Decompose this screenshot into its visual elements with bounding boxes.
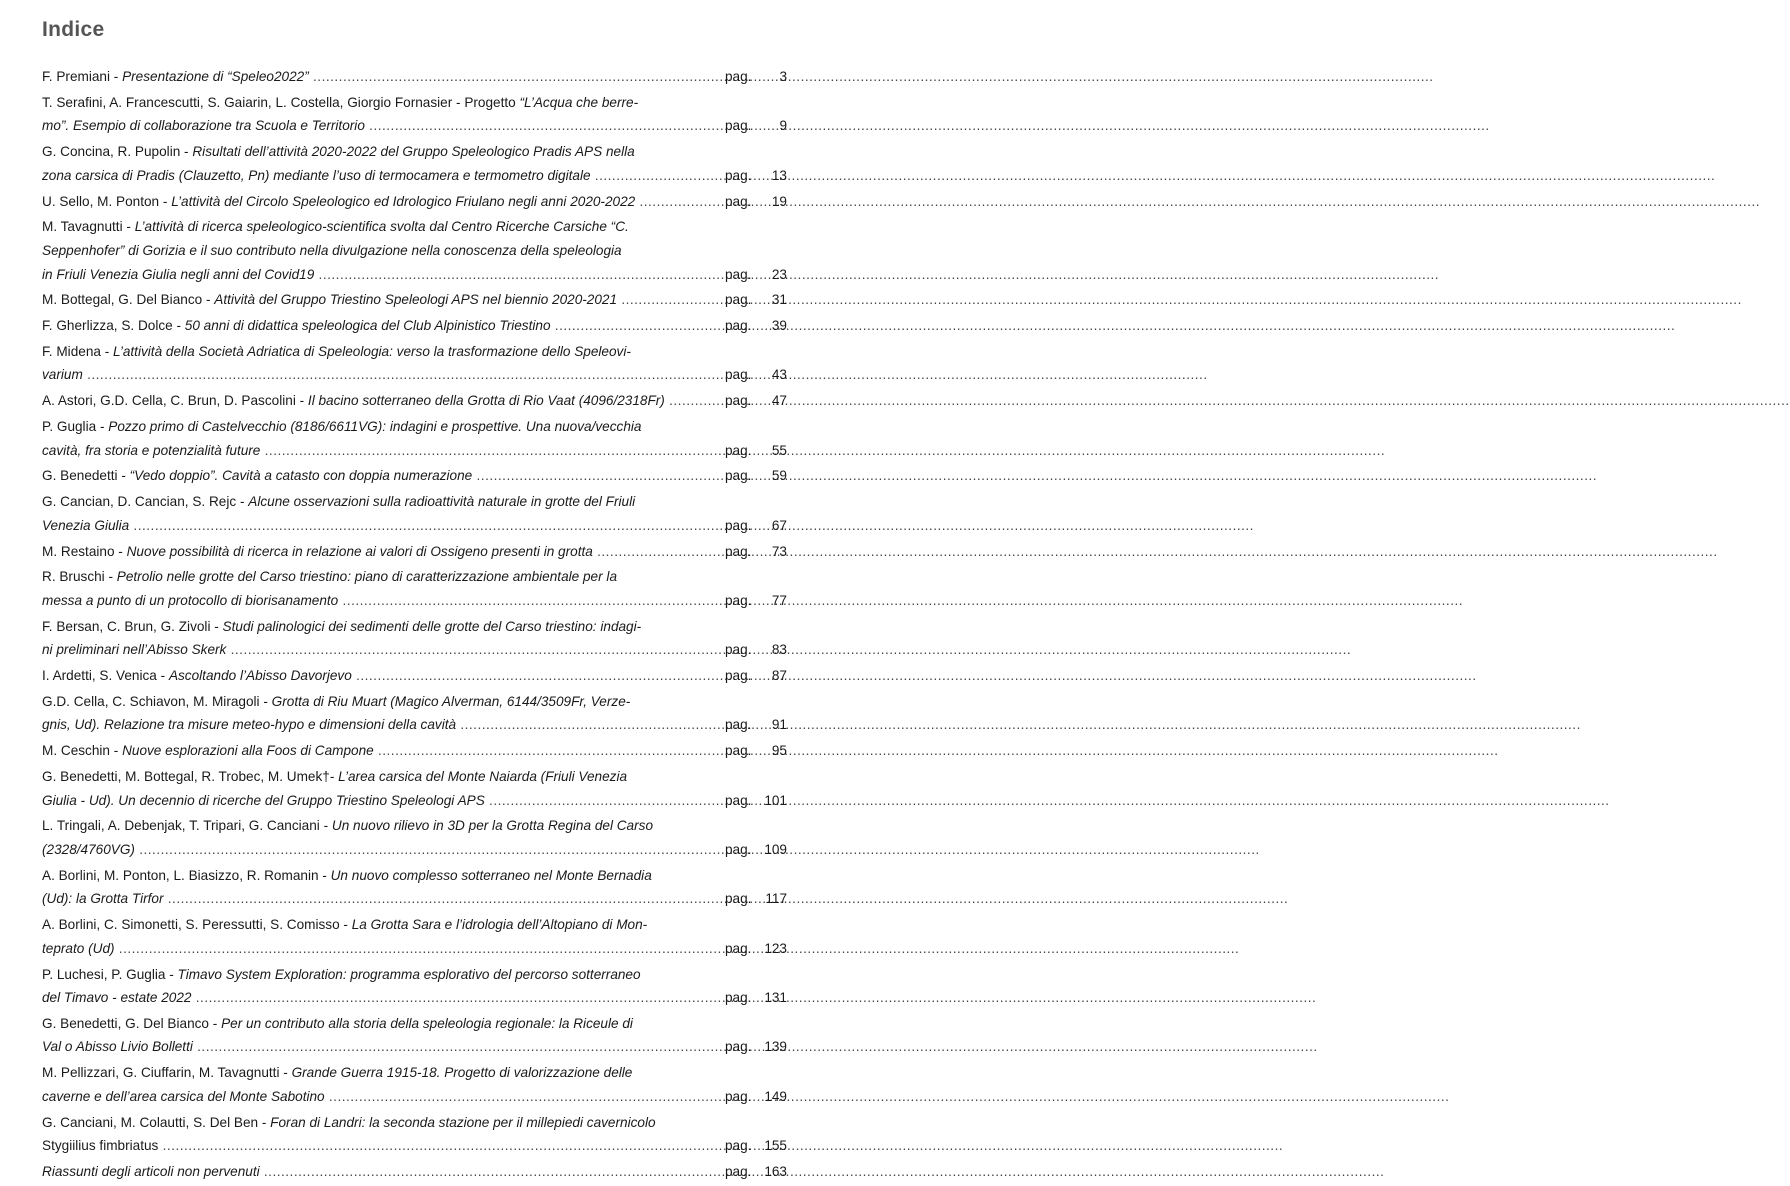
page-label: pag. [725, 167, 752, 183]
toc-entry-title-line: Grande Guerra 1915-18. Progetto di valorizzazione delle [291, 1065, 633, 1081]
page-label: pag. [725, 642, 752, 658]
toc-entry[interactable] [42, 864, 787, 911]
toc-entry-authors: F. Premiani - [42, 69, 123, 84]
toc-entry-text [42, 1111, 787, 1158]
table-of-contents [42, 65, 787, 1186]
page-number: 43 [771, 367, 787, 383]
toc-entry-title-line: Nuove possibilità di ricerca in relazione ai valori di Ossigeno presenti in grotta ..... [127, 544, 1718, 559]
page-label: pag. [725, 543, 752, 559]
toc-entry-page [725, 664, 787, 688]
toc-entry-text [42, 288, 787, 312]
page-label: pag. [725, 1138, 752, 1154]
toc-entry-page [725, 363, 787, 387]
toc-entry-title-line: Alcune osservazioni sulla radioattività naturale in grotte del Friuli [248, 494, 636, 510]
toc-entry-title-line: Il bacino sotterraneo della Grotta di Rio Vaat (4096/2318Fr) ..... [308, 393, 1790, 408]
toc-entry-page [725, 389, 787, 413]
page-label: pag. [725, 468, 752, 484]
page-label: pag. [725, 592, 752, 608]
toc-entry-title-line: in Friuli Venezia Giulia negli anni del Covid19 ..... [42, 267, 1439, 282]
page-number: 95 [771, 743, 787, 759]
toc-entry[interactable] [42, 1012, 787, 1059]
page-number: 131 [764, 990, 787, 1006]
toc-entry-text [42, 1061, 787, 1108]
page-label: pag. [725, 940, 752, 956]
toc-entry-page [725, 439, 787, 463]
toc-entry-authors: A. Astori, G.D. Cella, C. Brun, D. Pascolini - [42, 393, 308, 409]
toc-entry[interactable] [42, 314, 787, 338]
toc-entry-title-line: L’attività del Circolo Speleologico ed Idrologico Friulano negli anni 2020-2022 ..... [171, 194, 1760, 209]
toc-entry-text [42, 140, 787, 187]
page-number: 101 [764, 792, 787, 808]
toc-entry[interactable] [42, 565, 787, 612]
toc-entry-title-line: teprato (Ud) ..... [42, 941, 1239, 956]
toc-entry-text [42, 464, 787, 488]
toc-entry-title-line: Val o Abisso Livio Bolletti ..... [42, 1039, 1318, 1054]
toc-entry[interactable] [42, 190, 787, 214]
toc-entry-text [42, 190, 787, 214]
toc-entry-authors: G. Benedetti, M. Bottegal, R. Trobec, M. Umek†- [42, 769, 339, 784]
page-number: 13 [771, 167, 787, 183]
toc-entry-page [725, 114, 787, 138]
page-label: pag. [725, 393, 752, 409]
toc-entry-text [42, 963, 787, 1010]
toc-entry[interactable] [42, 1111, 787, 1158]
toc-entry-text [42, 765, 787, 812]
toc-entry-text [42, 690, 787, 737]
toc-entry-text [42, 565, 787, 612]
toc-entry-page [725, 887, 787, 911]
toc-entry-authors: P. Guglia - [42, 419, 109, 434]
toc-entry-authors: G. Benedetti, G. Del Bianco - [42, 1015, 222, 1031]
toc-entry[interactable] [42, 464, 787, 488]
toc-entry-authors: U. Sello, M. Ponton - [42, 193, 172, 209]
toc-entry-title-line: Stygiilius fimbriatus ..... [42, 1138, 1283, 1153]
page-number: 77 [771, 592, 787, 608]
toc-entry-authors: M. Pellizzari, G. Ciuffarin, M. Tavagnutti - [42, 1065, 292, 1081]
page-number: 39 [771, 318, 787, 334]
page-label: pag. [725, 990, 752, 1006]
index-title: Indice [42, 18, 105, 41]
toc-entry-page [725, 986, 787, 1010]
toc-entry-title-line: mo”. Esempio di collaborazione tra Scuola e Territorio ..... [42, 118, 1490, 133]
toc-entry[interactable] [42, 490, 787, 537]
toc-entry-title-line: (Ud): la Grotta Tirfor ..... [42, 891, 1288, 906]
page-label: pag. [725, 1088, 752, 1104]
toc-entry[interactable] [42, 814, 787, 861]
toc-entry-page [725, 164, 787, 188]
toc-entry[interactable] [42, 963, 787, 1010]
toc-entry-page [725, 190, 787, 214]
toc-entry-authors: F. Gherlizza, S. Dolce - [42, 318, 185, 334]
toc-entry-title-line: cavità, fra storia e potenzialità future ..... [42, 443, 1385, 458]
toc-entry-title-line: Studi palinologici dei sedimenti delle grotte del Carso triestino: indagi- [222, 618, 642, 634]
toc-entry[interactable] [42, 765, 787, 812]
toc-entry-authors: A. Borlini, M. Ponton, L. Biasizzo, R. Romanin - [42, 867, 331, 883]
toc-entry-authors: M. Ceschin - [42, 743, 123, 759]
toc-entry-page [725, 638, 787, 662]
toc-entry-page [725, 789, 787, 813]
toc-entry-title-line: La Grotta Sara e l’idrologia dell’Altopiano di Mon- [351, 917, 648, 933]
toc-entry-title-line: Foran di Landri: la seconda stazione per il millepiedi cavernicolo [270, 1114, 656, 1130]
toc-entry-title-line: caverne e dell’area carsica del Monte Sabotino ..... [42, 1089, 1449, 1104]
toc-entry-text [42, 864, 787, 911]
toc-entry-title-line: Riassunti degli articoli non pervenuti ..... [42, 1164, 1384, 1179]
toc-entry-authors: L. Tringali, A. Debenjak, T. Tripari, G. Canciani - [42, 818, 332, 834]
page-label: pag. [725, 891, 752, 907]
toc-entry-title-line: Un nuovo rilievo in 3D per la Grotta Regina del Carso [331, 818, 654, 834]
toc-entry-authors: G. Cancian, D. Cancian, S. Rejc - [42, 494, 249, 510]
page-number: 91 [771, 717, 787, 733]
page-number: 55 [771, 442, 787, 458]
toc-entry[interactable] [42, 664, 787, 688]
toc-entry-authors: T. Serafini, A. Francescutti, S. Gaiarin, L. Costella, Giorgio Fornasier - Progetto [42, 94, 520, 110]
page-label: pag. [725, 193, 752, 209]
toc-entry-page [725, 589, 787, 613]
toc-entry-text [42, 540, 787, 564]
page-label: pag. [725, 266, 752, 282]
toc-entry-title-line: Nuove esplorazioni alla Foos di Campone ..... [122, 743, 1498, 758]
toc-entry-text [42, 314, 787, 338]
toc-entry-page [725, 838, 787, 862]
page-number: 73 [771, 543, 787, 559]
page-number: 67 [771, 517, 787, 533]
toc-entry-text [42, 664, 787, 688]
toc-entry-title-line: Ascoltando l’Abisso Davorjevo ..... [169, 668, 1477, 683]
toc-entry-text [42, 615, 787, 662]
toc-entry-page [725, 1085, 787, 1109]
toc-entry-authors: G. Benedetti - [42, 468, 130, 484]
toc-entry-authors: M. Restaino - [42, 543, 127, 559]
toc-entry[interactable] [42, 1061, 787, 1108]
page-label: pag. [725, 69, 752, 84]
toc-entry-authors: I. Ardetti, S. Venica - [42, 668, 169, 684]
toc-entry-page [725, 713, 787, 737]
toc-entry-authors: P. Luchesi, P. Guglia - [42, 966, 178, 982]
page-label: pag. [725, 668, 752, 684]
toc-entry[interactable] [42, 615, 787, 662]
toc-entry-authors: A. Borlini, C. Simonetti, S. Peressutti, S. Comisso - [42, 917, 352, 933]
page-label: pag. [725, 717, 752, 733]
toc-entry-authors: G. Concina, R. Pupolin - [42, 144, 193, 160]
toc-entry-text [42, 65, 787, 89]
toc-entry-page [725, 314, 787, 338]
toc-entry[interactable] [42, 288, 787, 312]
toc-entry-text [42, 814, 787, 861]
toc-entry-text [42, 490, 787, 537]
toc-entry-authors: R. Bruschi - [42, 569, 117, 585]
toc-entry-title-line: ni preliminari nell’Abisso Skerk ..... [42, 642, 1351, 657]
toc-entry-title-line: (2328/4760VG) ..... [42, 842, 1260, 857]
toc-entry-page [725, 1035, 787, 1059]
toc-entry-title-line: messa a punto di un protocollo di biorisanamento ..... [42, 593, 1463, 608]
toc-entry-title-line: L’attività della Società Adriatica di Speleologia: verso la trasformazione dello Speleovi- [113, 343, 631, 359]
page-number: 3 [779, 69, 787, 84]
toc-entry-title-line: Grotta di Riu Muart (Magico Alverman, 6144/3509Fr, Verze- [271, 693, 631, 709]
toc-entry[interactable] [42, 340, 787, 387]
page-number: 149 [764, 1088, 787, 1104]
page-label: pag. [725, 517, 752, 533]
page-number: 47 [771, 393, 787, 409]
toc-entry-page [725, 937, 787, 961]
page-number: 123 [764, 940, 787, 956]
toc-entry-text [42, 215, 787, 286]
toc-entry[interactable] [42, 1160, 787, 1184]
toc-entry-title-line: Attività del Gruppo Triestino Speleologi APS nel biennio 2020-2021 ..... [214, 292, 1742, 307]
toc-entry-title-line: “L’Acqua che berre- [519, 94, 639, 110]
toc-entry-text [42, 739, 787, 763]
toc-entry-title-line: Per un contributo alla storia della speleologia regionale: la Riceule di [221, 1015, 633, 1031]
toc-entry-page [725, 1160, 787, 1184]
toc-entry-title-line: Risultati dell’attività 2020-2022 del Gruppo Speleologico Pradis APS nella [192, 144, 635, 160]
page-label: pag. [725, 367, 752, 383]
page-label: pag. [725, 118, 752, 134]
toc-entry[interactable] [42, 389, 787, 413]
toc-entry[interactable] [42, 913, 787, 960]
toc-entry-page [725, 464, 787, 488]
toc-entry-authors: M. Bottegal, G. Del Bianco - [42, 292, 215, 308]
toc-entry-title-line: Petrolio nelle grotte del Carso triestino: piano di caratterizzazione ambientale per la [116, 569, 618, 585]
toc-entry-page [725, 65, 787, 89]
toc-entry-page [725, 1134, 787, 1158]
toc-entry[interactable] [42, 215, 787, 286]
page-label: pag. [725, 743, 752, 759]
page-label: pag. [725, 318, 752, 334]
toc-entry-text [42, 1160, 787, 1184]
toc-entry[interactable] [42, 140, 787, 187]
toc-entry-page [725, 739, 787, 763]
page-number: 23 [771, 266, 787, 282]
toc-entry-title-line: Giulia - Ud). Un decennio di ricerche del Gruppo Triestino Speleologi APS ..... [42, 793, 1610, 808]
toc-entry-authors: F. Bersan, C. Brun, G. Zivoli - [42, 618, 223, 634]
toc-entry[interactable] [42, 690, 787, 737]
toc-entry-authors: F. Midena - [42, 343, 114, 359]
toc-entry-authors: G. Canciani, M. Colautti, S. Del Ben - [42, 1114, 271, 1130]
toc-entry-page [725, 288, 787, 312]
toc-entry[interactable] [42, 415, 787, 462]
page-number: 59 [771, 468, 787, 484]
page-label: pag. [725, 792, 752, 808]
page-number: 87 [771, 668, 787, 684]
page-number: 31 [771, 292, 787, 308]
toc-entry[interactable] [42, 91, 787, 138]
toc-entry-title-line: zona carsica di Pradis (Clauzetto, Pn) mediante l’uso di termocamera e termometro digitale ..... [42, 168, 1715, 183]
page-number: 109 [764, 841, 787, 857]
page-label: pag. [725, 1039, 752, 1055]
toc-entry-text [42, 913, 787, 960]
toc-entry-title-line: Seppenhofer” di Gorizia e il suo contributo nella divulgazione nella conoscenza della speleologia [42, 242, 622, 258]
toc-entry-title-line: L’area carsica del Monte Naiarda (Friuli Venezia [338, 769, 628, 784]
page-number: 155 [764, 1138, 787, 1154]
page-label: pag. [725, 841, 752, 857]
toc-entry-title-line: Pozzo primo di Castelvecchio (8186/6611VG): indagini e prospettive. Una nuova/vecchia [108, 419, 642, 434]
toc-entry-title-line: Venezia Giulia ..... [42, 518, 1254, 533]
toc-entry-page [725, 540, 787, 564]
page-number: 9 [779, 118, 787, 134]
toc-entry-title-line: varium ..... [42, 367, 1208, 382]
toc-entry-title-line: Presentazione di “Speleo2022” ..... [122, 69, 1433, 84]
page-label: pag. [725, 442, 752, 458]
page-number: 83 [771, 642, 787, 658]
page-number: 139 [764, 1039, 787, 1055]
toc-entry-authors: G.D. Cella, C. Schiavon, M. Miragoli - [42, 693, 272, 709]
page-number: 19 [771, 193, 787, 209]
toc-entry[interactable] [42, 739, 787, 763]
toc-entry-page [725, 514, 787, 538]
toc-entry-title-line: Un nuovo complesso sotterraneo nel Monte Bernadia [330, 867, 652, 883]
toc-entry-title-line: L’attività di ricerca speleologico-scientifica svolta dal Centro Ricerche Carsiche “C. [134, 219, 629, 235]
toc-entry-title-line: gnis, Ud). Relazione tra misure meteo-hypo e dimensioni della cavità ..... [42, 717, 1581, 732]
toc-entry-title-line: Timavo System Exploration: programma esplorativo del percorso sotterraneo [177, 966, 641, 982]
toc-entry-title-line: 50 anni di didattica speleologica del Club Alpinistico Triestino ..... [185, 318, 1676, 333]
page-number: 117 [765, 891, 787, 907]
toc-entry[interactable] [42, 65, 787, 89]
toc-entry-text [42, 91, 787, 138]
toc-entry-authors: M. Tavagnutti - [42, 219, 135, 235]
toc-entry-page [725, 263, 787, 287]
toc-entry-text [42, 389, 787, 413]
page-number: 163 [764, 1164, 787, 1179]
toc-entry[interactable] [42, 540, 787, 564]
toc-entry-title-line: del Timavo - estate 2022 ..... [42, 990, 1316, 1005]
toc-entry-text [42, 340, 787, 387]
toc-entry-text [42, 415, 787, 462]
toc-entry-text [42, 1012, 787, 1059]
page-label: pag. [725, 1164, 752, 1179]
page-label: pag. [725, 292, 752, 308]
toc-entry-title-line: “Vedo doppio”. Cavità a catasto con doppia numerazione ..... [130, 468, 1597, 483]
